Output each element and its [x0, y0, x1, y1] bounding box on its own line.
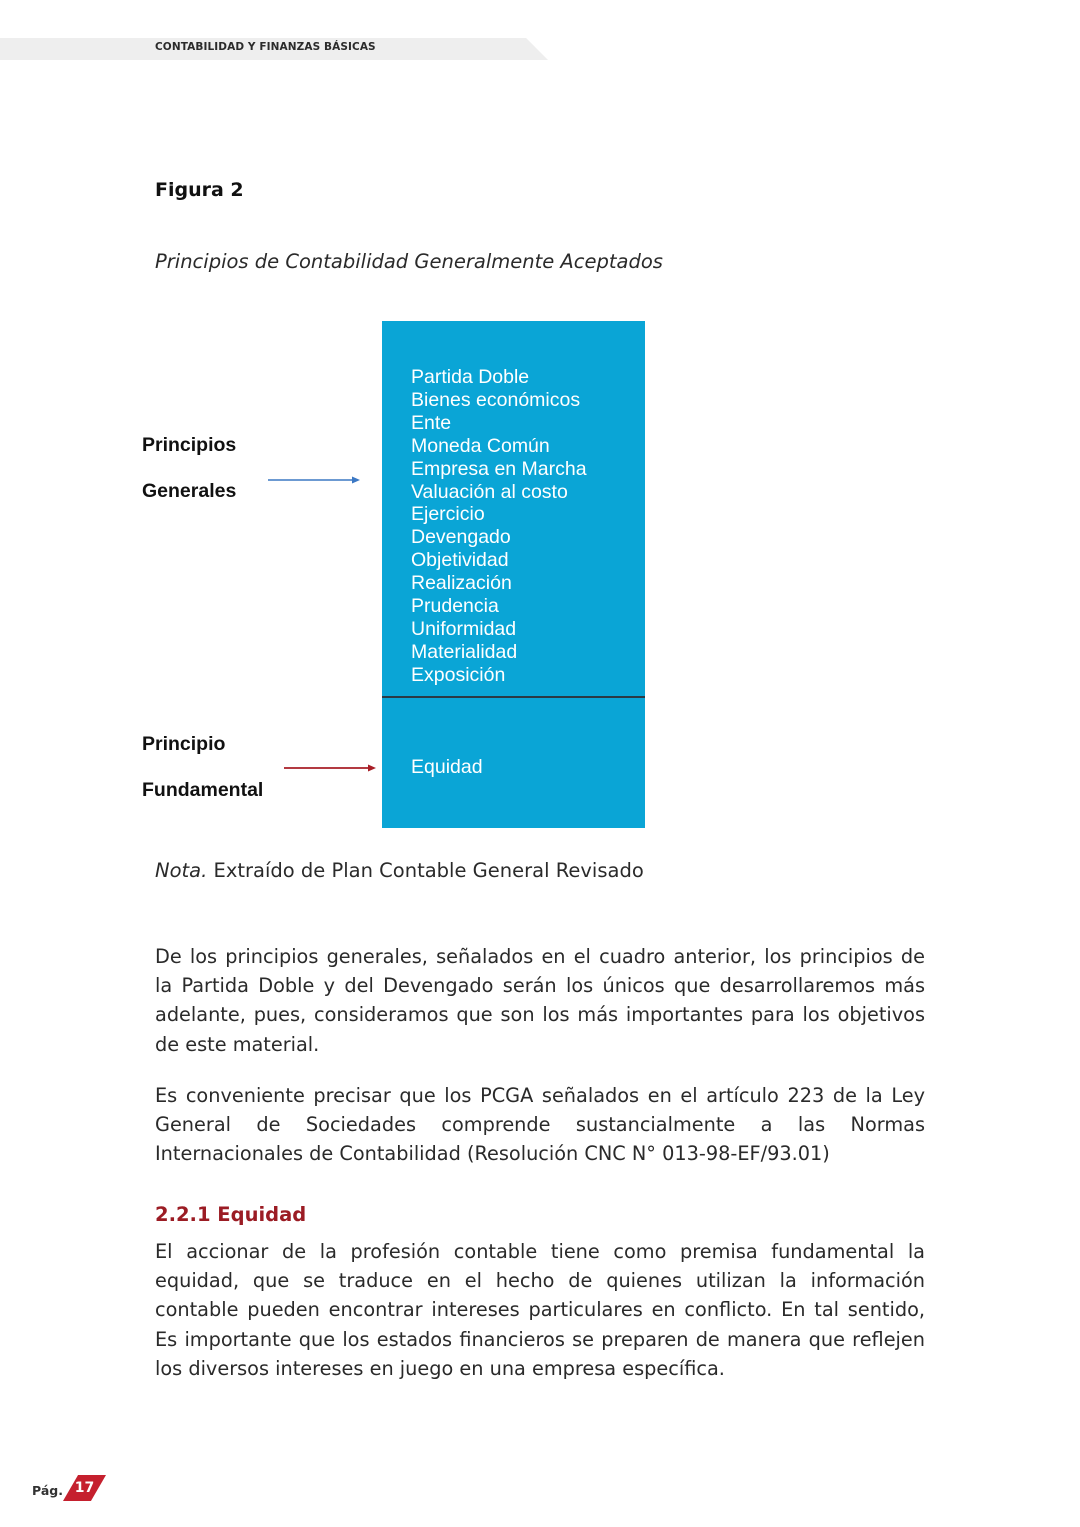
list-item: Objetividad — [411, 549, 509, 572]
list-item: Prudencia — [411, 595, 499, 618]
paragraph-pcga: Es conveniente precisar que los PCGA señalados en el artículo 223 de la Ley General de Sociedades comprende sustancialmente a las Normas Internacionales de Contabilidad (Resolución CNC N° 013-98-EF/93.01) — [155, 1084, 925, 1166]
paragraph-equidad: El accionar de la profesión contable tiene como premisa fundamental la equidad, que se traduce en el hecho de quienes utilizan la información contable pueden encontrar intereses particulares en conflicto. En tal sentido, Es importante que los estados financieros se preparen de manera que reflejen los diversos intereses en juego en una empresa específica. — [155, 1240, 925, 1380]
section-heading-equidad: 2.2.1 Equidad — [155, 1203, 307, 1226]
paragraph-principios: De los principios generales, señalados en el cuadro anterior, los principios de la Partida Doble y del Devengado serán los únicos que desarrollaremos más adelante, pues, consideramos que son los más importantes para los objetivos de este material. — [155, 945, 925, 1056]
list-item: Ejercicio — [411, 503, 485, 526]
list-item: Empresa en Marcha — [411, 457, 587, 480]
list-item: Exposición — [411, 663, 506, 686]
principles-divider — [382, 696, 645, 698]
list-item: Realización — [411, 572, 512, 595]
list-item: Bienes económicos — [411, 388, 581, 411]
arrow-fundamental-icon — [284, 762, 378, 774]
note-prefix: Nota. — [155, 859, 208, 882]
principios-generales-label — [142, 422, 236, 514]
list-item: Uniformidad — [411, 617, 517, 640]
principio-fundamental-label — [142, 721, 263, 813]
figure-label: Figura 2 — [155, 179, 244, 201]
list-item: Partida Doble — [411, 366, 530, 388]
list-item: Moneda Común — [411, 434, 550, 457]
principio-fundamental-label-line2: Fundamental — [142, 779, 264, 801]
list-item: Ente — [411, 411, 452, 434]
principios-generales-list — [411, 366, 587, 687]
principios-generales-label-line2: Generales — [142, 480, 237, 502]
note-text: Extraído de Plan Contable General Revisado — [207, 859, 644, 882]
principio-fundamental-item: Equidad — [411, 756, 483, 778]
list-item: Valuación al costo — [411, 480, 568, 503]
figure-caption: Principios de Contabilidad Generalmente Aceptados — [155, 250, 663, 273]
page-label: Pág. — [32, 1483, 63, 1498]
principios-generales-label-line1: Principios — [142, 434, 237, 456]
list-item: Devengado — [411, 526, 511, 549]
running-header: CONTABILIDAD Y FINANZAS BÁSICAS — [155, 41, 376, 53]
principio-fundamental-label-line1: Principio — [142, 733, 226, 755]
list-item: Materialidad — [411, 640, 518, 663]
page-number: 17 — [74, 1480, 95, 1496]
arrow-generales-icon — [268, 474, 362, 486]
figure-note — [155, 859, 644, 882]
